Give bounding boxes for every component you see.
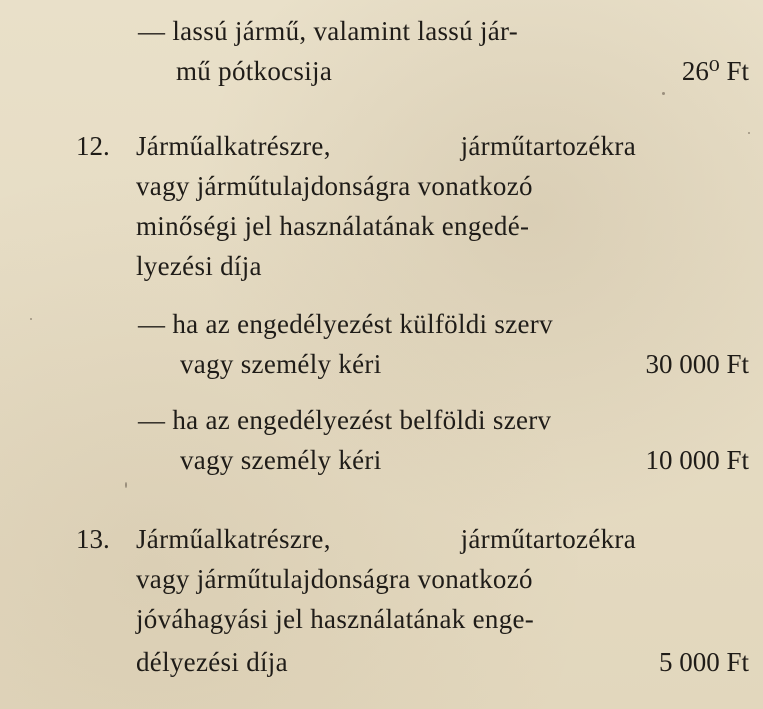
item12-sub1-line2: vagy személy kéri xyxy=(180,349,382,379)
item12-line1-left: Járműalkatrészre, xyxy=(136,131,331,161)
item12-sub2-line1: — ha az engedélyezést belföldi szerv xyxy=(138,405,552,435)
item12-line4: lyezési díja xyxy=(136,251,262,281)
item12-line1 xyxy=(136,129,636,163)
item12-sub1-amount: 30 000 Ft xyxy=(645,349,749,379)
item12-line1-right: járműtartozékra xyxy=(460,131,636,161)
item13-amount: 5 000 Ft xyxy=(658,647,749,677)
block0-line2: mű pótkocsija xyxy=(176,56,333,86)
item12-line3: minőségi jel használatának engedé- xyxy=(136,211,530,241)
item12-sub2-line2: vagy személy kéri xyxy=(180,445,382,475)
item12-sub2-amount: 10 000 Ft xyxy=(645,445,749,475)
item13-line1-right: járműtartozékra xyxy=(460,524,636,554)
paper-speck xyxy=(748,132,750,134)
paper-speck xyxy=(30,318,32,320)
item12-sub1-line1: — ha az engedélyezést külföldi szerv xyxy=(138,309,553,339)
item13-line3: jóváhagyási jel használatának enge- xyxy=(136,604,535,634)
paper-speck xyxy=(662,92,665,95)
item13-line1 xyxy=(136,522,636,556)
item12-number: 12. xyxy=(76,131,110,161)
block0-amount: 26⁰ Ft xyxy=(681,56,749,86)
item12-line2: vagy járműtulajdonságra vonatkozó xyxy=(136,171,533,201)
item13-line2: vagy járműtulajdonságra vonatkozó xyxy=(136,564,533,594)
paper-speck xyxy=(125,482,127,488)
block0-line1: — lassú jármű, valamint lassú jár- xyxy=(138,16,519,46)
item13-line1-left: Járműalkatrészre, xyxy=(136,524,331,554)
item13-line4: délyezési díja xyxy=(136,647,288,677)
item13-number: 13. xyxy=(76,524,110,554)
